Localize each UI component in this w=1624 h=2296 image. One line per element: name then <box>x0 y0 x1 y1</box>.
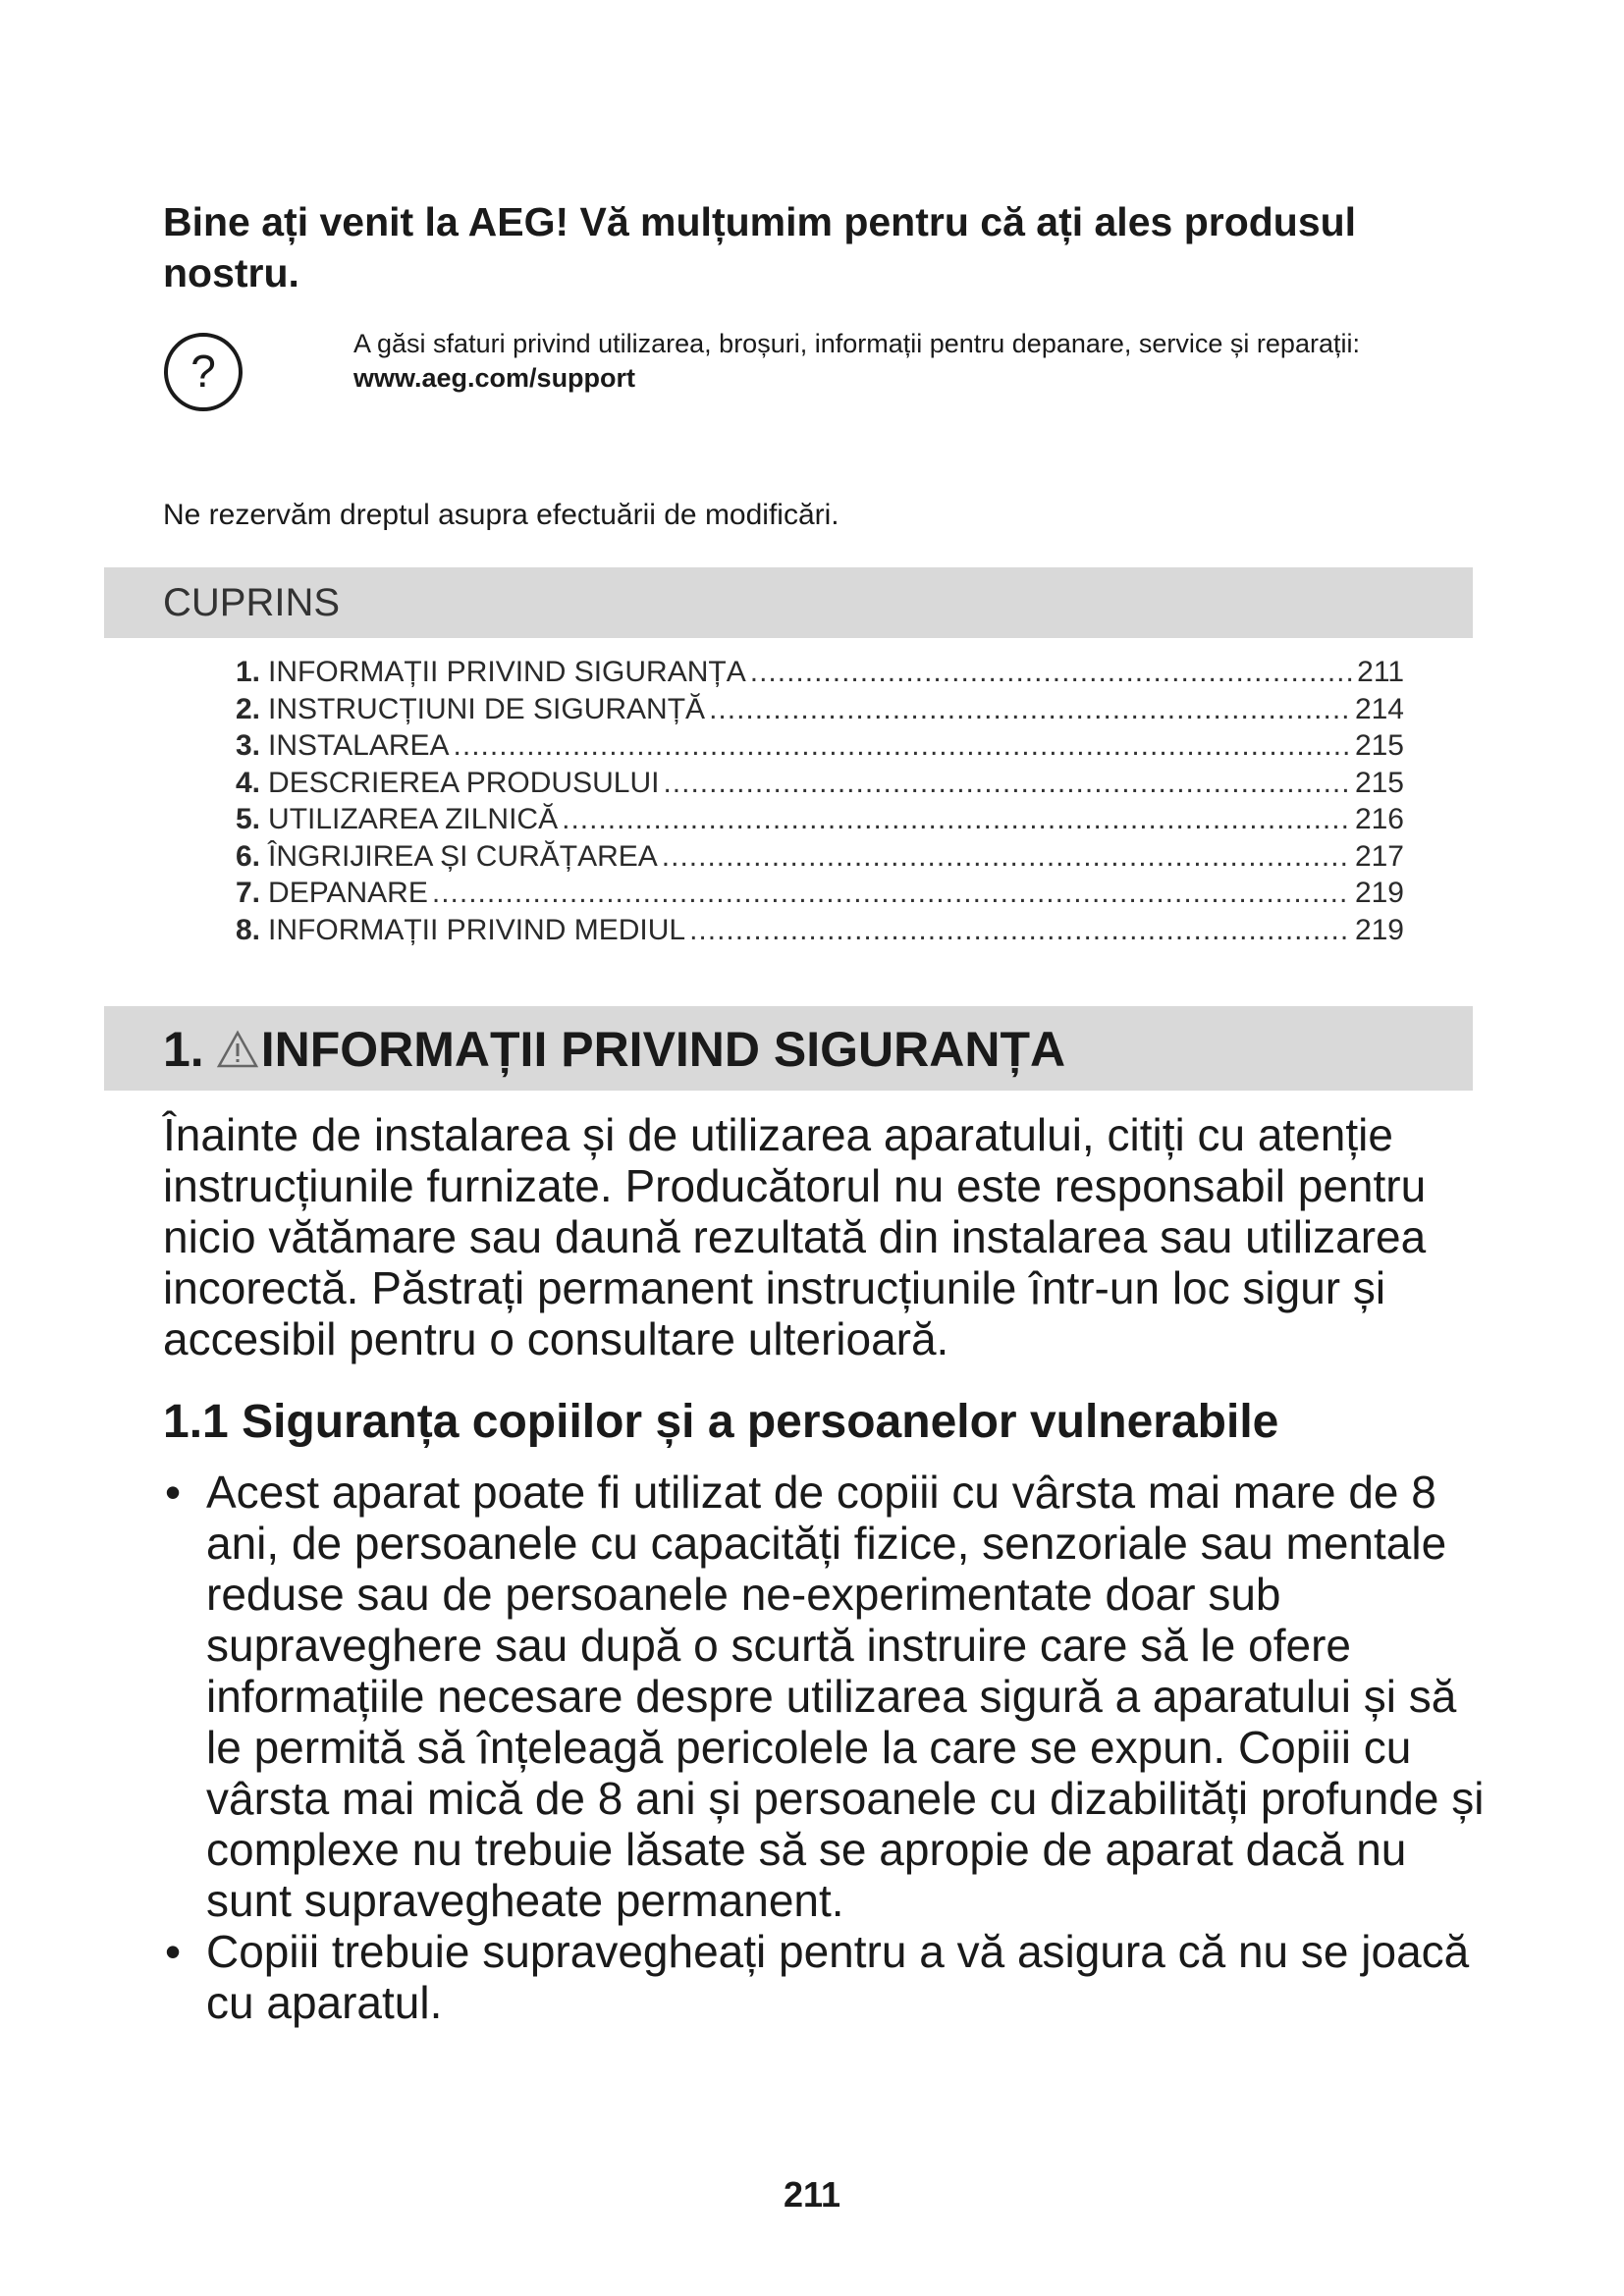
toc-entry[interactable] <box>236 691 1404 728</box>
toc-entry-number: 1. <box>236 656 261 688</box>
help-description: A găsi sfaturi privind utilizarea, broșuri, informații pentru depanare, service și reparații: <box>353 329 1360 358</box>
toc-entry-number: 8. <box>236 913 261 946</box>
toc-entry-number: 3. <box>236 729 261 762</box>
toc-entry[interactable] <box>236 765 1404 802</box>
toc-entry-label: DESCRIEREA PRODUSULUI <box>268 766 660 799</box>
toc-entry[interactable] <box>236 912 1404 949</box>
toc-entry-label: DEPANARE <box>268 877 428 909</box>
toc-entry-label: ÎNGRIJIREA ȘI CURĂȚAREA <box>268 839 658 873</box>
toc-entry-number: 5. <box>236 803 261 835</box>
toc-entry-label: INFORMAȚII PRIVIND SIGURANȚA <box>268 656 746 688</box>
toc-dot-leader <box>709 691 1351 728</box>
toc-dot-leader <box>662 838 1351 876</box>
toc-entry-number: 6. <box>236 839 261 873</box>
section-1-title: INFORMAȚII PRIVIND SIGURANȚA <box>260 1022 1066 1077</box>
toc-entry-page: 216 <box>1354 803 1404 835</box>
toc-entry[interactable] <box>236 654 1404 691</box>
support-link[interactable]: www.aeg.com/support <box>353 363 636 393</box>
section-1-intro: Înainte de instalarea și de utilizarea aparatului, citiți cu atenție instrucțiunile furnizate. Producătorul nu este responsabil pentru nicio vătămare sau daună rezultată din instalarea sau utilizarea incorectă. Păstrați permanent instrucțiunile într-un loc sigur și accesibil pentru o consultare ulterioară. <box>163 1109 1427 1364</box>
section-1-1-bullets <box>163 1467 1489 2028</box>
section-1-1-heading: 1.1 Siguranța copiilor și a persoanelor vulnerabile <box>163 1396 1279 1448</box>
section-1-heading <box>163 1019 1065 1080</box>
list-item <box>163 1467 1489 1926</box>
list-item-text: Copiii trebuie supravegheați pentru a vă asigura că nu se joacă cu aparatul. <box>206 1926 1470 2028</box>
disclaimer: Ne rezervăm dreptul asupra efectuării de modificări. <box>163 499 839 531</box>
toc-title: CUPRINS <box>163 581 341 624</box>
toc-entry-page: 217 <box>1354 839 1404 873</box>
question-circle-icon <box>163 332 244 412</box>
toc-entry-label: UTILIZAREA ZILNICĂ <box>268 803 559 835</box>
toc-entry-label: INFORMAȚII PRIVIND MEDIUL <box>268 913 686 946</box>
help-text-block <box>353 327 1384 396</box>
toc-entry-number: 7. <box>236 877 261 909</box>
toc-dot-leader <box>689 912 1351 949</box>
toc-entry-label: INSTALAREA <box>268 729 450 762</box>
toc-entry-page: 215 <box>1354 766 1404 799</box>
page-number: 211 <box>783 2174 841 2215</box>
bullet-icon: • <box>165 1926 182 1977</box>
toc-entry-page: 215 <box>1354 729 1404 762</box>
toc-entry[interactable] <box>236 875 1404 912</box>
toc-dot-leader <box>432 875 1351 912</box>
toc-entry-number: 4. <box>236 766 261 799</box>
svg-text:?: ? <box>190 346 216 397</box>
table-of-contents <box>236 654 1404 948</box>
bullet-icon: • <box>165 1467 182 1518</box>
toc-dot-leader <box>562 801 1351 838</box>
toc-entry-page: 219 <box>1354 877 1404 909</box>
toc-dot-leader <box>454 727 1351 765</box>
toc-entry-page: 214 <box>1354 692 1404 725</box>
toc-entry[interactable] <box>236 801 1404 838</box>
toc-entry-page: 211 <box>1357 656 1404 688</box>
list-item <box>163 1926 1489 2028</box>
toc-entry[interactable] <box>236 727 1404 765</box>
section-1-number: 1. <box>163 1022 204 1077</box>
warning-triangle-icon <box>216 1030 259 1069</box>
toc-entry-page: 219 <box>1354 913 1404 946</box>
toc-entry-label: INSTRUCȚIUNI DE SIGURANȚĂ <box>268 692 706 725</box>
welcome-title: Bine ați venit la AEG! Vă mulțumim pentru că ați ales produsul nostru. <box>163 199 1357 295</box>
list-item-text: Acest aparat poate fi utilizat de copiii cu vârsta mai mare de 8 ani, de persoanele cu capacități fizice, senzoriale sau mentale reduse sau de persoanele ne-experimentate doar sub supraveghere sau după o scurtă instruire care să le ofere informațiile necesare despre utilizarea sigură a aparatului și să le permită să înțeleagă pericolele la care se expun. Copiii cu vârsta mai mică de 8 ani și persoanele cu dizabilități profunde și complexe nu trebuie lăsate să se apropie de aparat dacă nu sunt supravegheate permanent. <box>206 1467 1485 1926</box>
toc-entry[interactable] <box>236 838 1404 876</box>
toc-entry-number: 2. <box>236 692 261 725</box>
toc-dot-leader <box>663 765 1350 802</box>
toc-dot-leader <box>750 654 1353 691</box>
